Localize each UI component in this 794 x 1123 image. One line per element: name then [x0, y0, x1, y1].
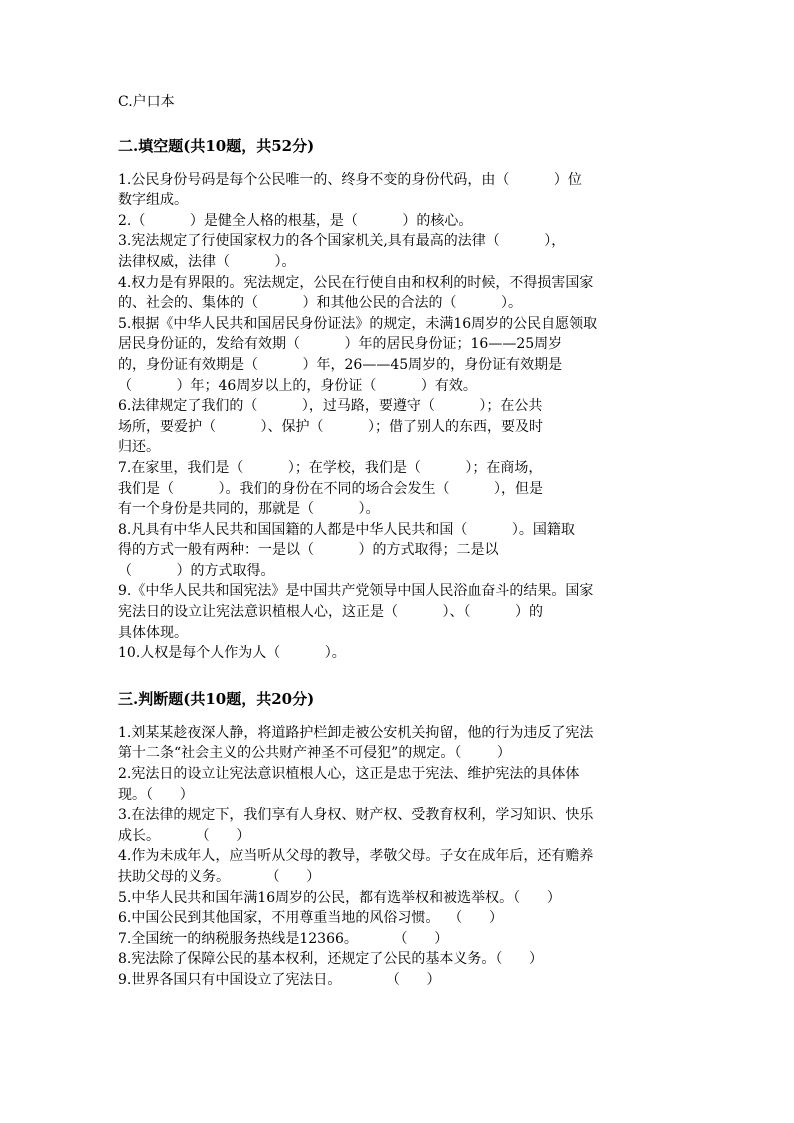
question-line: 1.刘某某趁夜深人静，将道路护栏卸走被公安机关拘留，他的行为违反了宪法 [118, 724, 594, 741]
true-false-questions [118, 723, 674, 991]
question-line: 有一个身份是共同的，那就是（ ）。 [118, 501, 380, 518]
question-line: 7.全国统一的纳税服务热线是12366。 （ ） [118, 930, 449, 947]
question-line: （ ）年；46周岁以上的，身份证（ ）有效。 [118, 377, 477, 394]
section-heading-fill-in-blanks: 二.填空题(共10题，共52分) [118, 136, 315, 155]
question-line: 6.中国公民到其他国家，不用尊重当地的风俗习惯。 （ ） [118, 910, 503, 927]
question-line: 1.公民身份号码是每个公民唯一的、终身不变的身份代码，由（ ）位 [118, 171, 582, 188]
question-line: 我们是（ ）。我们的身份在不同的场合会发生（ ），但是 [118, 480, 544, 497]
question-line: 2.宪法日的设立让宪法意识植根人心，这正是忠于宪法、维护宪法的具体体 [118, 766, 580, 783]
question-line: 8.凡具有中华人民共和国国籍的人都是中华人民共和国（ ）。国籍取 [118, 521, 575, 538]
question-line: （ ）的方式取得。 [118, 562, 275, 579]
question-line: 场所，要爱护（ ）、保护（ ）；借了别人的东西，要及时 [118, 418, 544, 435]
question-line: 现。（ ） [118, 786, 194, 803]
question-line: 宪法日的设立让宪法意识植根人心，这正是（ ）、（ ）的 [118, 604, 544, 621]
fill-in-blanks-questions [118, 170, 674, 664]
question-line: 第十二条“社会主义的公共财产神圣不可侵犯”的规定。（ ） [118, 745, 511, 762]
question-line: 扶助父母的义务。 （ ） [118, 869, 321, 885]
question-line: 8.宪法除了保障公民的基本权利，还规定了公民的基本义务。（ ） [118, 951, 544, 968]
question-line: 2.（ ）是健全人格的根基，是（ ）的核心。 [118, 212, 473, 229]
question-line: 的、社会的、集体的（ ）和其他公民的合法的（ ）。 [118, 295, 523, 312]
question-line: 法律权威，法律（ ）。 [118, 253, 296, 270]
question-line: 6.法律规定了我们的（ ），过马路，要遵守（ ）；在公共 [118, 398, 543, 415]
question-line: 归还。 [118, 439, 160, 456]
question-line: 成长。 （ ） [118, 827, 251, 844]
question-line: 10.人权是每个人作为人（ ）。 [118, 645, 346, 662]
option-c: C.户口本 [118, 94, 175, 110]
question-line: 9.《中华人民共和国宪法》是中国共产党领导中国人民浴血奋斗的结果。国家 [118, 583, 594, 600]
question-line: 居民身份证的，发给有效期（ ）年的居民身份证；16——25周岁 [118, 336, 563, 353]
question-line: 5.根据《中华人民共和国居民身份证法》的规定，未满16周岁的公民自愿领取 [118, 315, 598, 332]
question-line: 5.中华人民共和国年满16周岁的公民，都有选举权和被选举权。（ ） [118, 889, 561, 906]
exam-page [118, 92, 674, 991]
question-line: 得的方式一般有两种：一是以（ ）的方式取得；二是以 [118, 542, 499, 559]
section-heading-true-false: 三.判断题(共10题，共20分) [118, 689, 315, 708]
question-line: 的，身份证有效期是（ ）年，26——45周岁的，身份证有效期是 [118, 356, 563, 373]
question-line: 3.宪法规定了行使国家权力的各个国家机关,具有最高的法律（ ）， [118, 233, 566, 250]
question-line: 具体体现。 [118, 624, 188, 641]
question-line: 4.作为未成年人，应当听从父母的教导，孝敬父母。子女在成年后，还有赡养 [118, 848, 594, 865]
question-line: 7.在家里，我们是（ ）；在学校，我们是（ ）；在商场， [118, 459, 543, 476]
question-line: 9.世界各国只有中国设立了宪法日。 （ ） [118, 971, 441, 988]
question-line: 4.权力是有界限的。宪法规定，公民在行使自由和权利的时候，不得损害国家 [118, 274, 594, 291]
question-line: 3.在法律的规定下，我们享有人身权、财产权、受教育权利，学习知识、快乐 [118, 807, 594, 824]
question-line: 数字组成。 [118, 192, 188, 209]
